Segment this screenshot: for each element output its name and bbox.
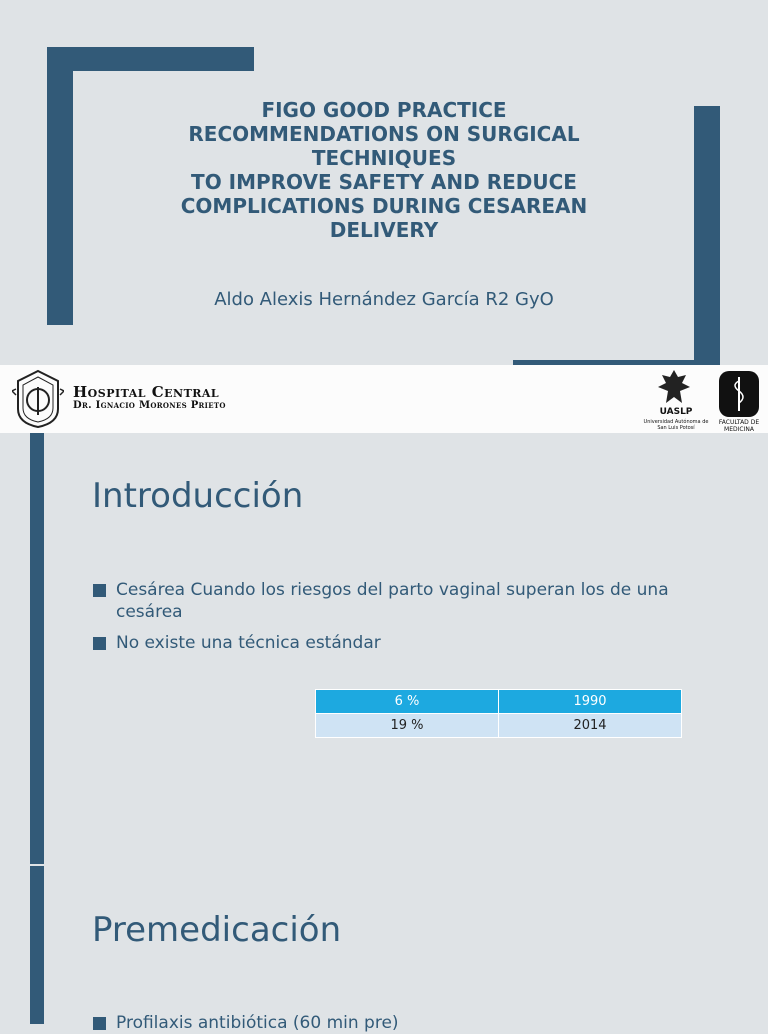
hospital-name: Hospital Central: [73, 383, 220, 401]
slide3-heading: Premedicación: [92, 910, 342, 950]
uaslp-label: UASLP: [659, 407, 693, 417]
bullet-square-icon: [93, 637, 106, 650]
table-cell: 2014: [499, 714, 682, 738]
hospital-crest-icon: [12, 369, 64, 429]
table-header-row: [316, 690, 682, 714]
title-slide: [0, 0, 768, 365]
hospital-subtitle: Dr. Ignacio Morones Prieto: [73, 400, 226, 411]
faculty-medicine-icon: [717, 369, 761, 419]
frame-bar-top-left-horizontal: [47, 47, 254, 71]
author-name: Aldo Alexis Hernández García R2 GyO: [214, 289, 554, 310]
table-cell: 19 %: [316, 714, 499, 738]
presentation-title: FIGO GOOD PRACTICE RECOMMENDATIONS ON SURGICAL TECHNIQUES TO IMPROVE SAFETY AND REDUCE COMPLICATIONS DURING CESAREAN DELIVERY: [180, 98, 588, 242]
uaslp-eagle-icon: [654, 367, 694, 407]
cesarean-rate-table: [315, 689, 682, 738]
uaslp-full-name: Universidad Autónoma de San Luis Potosí: [643, 419, 709, 431]
table-cell: 6 %: [316, 690, 499, 714]
faculty-label: FACULTAD DE MEDICINA: [718, 419, 760, 433]
slide2-bullet-2: No existe una técnica estándar: [93, 632, 696, 654]
bullet-square-icon: [93, 584, 106, 597]
slide2-side-bar: [30, 433, 44, 864]
slide2-bullet-1: Cesárea Cuando los riesgos del parto vaginal superan los de una cesárea: [93, 579, 696, 623]
table-cell: 1990: [499, 690, 682, 714]
frame-bar-right-vertical: [694, 106, 720, 365]
slide3-side-bar: [30, 866, 44, 1024]
frame-bar-top-left-vertical: [47, 47, 73, 325]
slide2-heading: Introducción: [92, 476, 304, 516]
table-row: [316, 714, 682, 738]
slide3-bullet-1: Profilaxis antibiótica (60 min pre): [93, 1012, 696, 1034]
